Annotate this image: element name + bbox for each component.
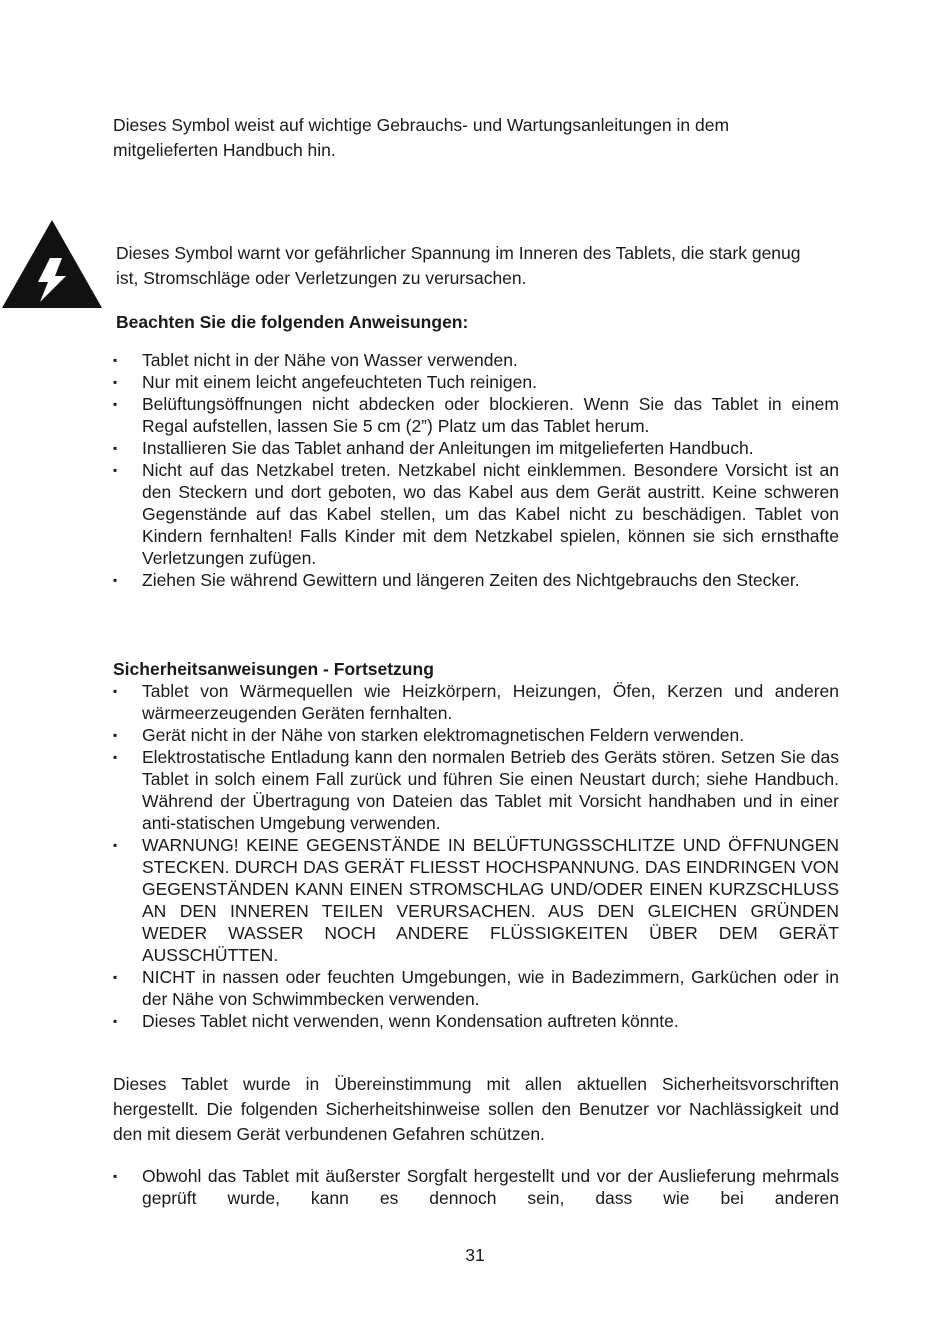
square-bullet-icon: ▪	[113, 375, 118, 389]
square-bullet-icon: ▪	[113, 750, 118, 764]
list-item: ▪ Nicht auf das Netzkabel treten. Netzkabel nicht einklemmen. Besondere Vorsicht ist an den Steckern und dort geboten, wo das Kabel aus dem Gerät austritt. Keine schweren Gegenstände auf das Kabel stellen, um das Kabel nicht zu beschädigen. Tablet von Kindern fernhalten! Falls Kinder mit dem Netzkabel spielen, können sie sich ernsthafte Verletzungen zufügen.	[113, 460, 839, 568]
square-bullet-icon: ▪	[113, 728, 118, 742]
safety-continued-heading: Sicherheitsanweisungen - Fortsetzung	[113, 659, 434, 679]
list-item: ▪ Elektrostatische Entladung kann den normalen Betrieb des Geräts stören. Setzen Sie das Tablet in solch einem Fall zurück und führen Sie einen Neustart durch; siehe Handbuch. Während der Übertragung von Dateien das Tablet mit Vorsicht handhaben und in einer anti-statischen Umgebung verwenden.	[113, 747, 839, 833]
square-bullet-icon: ▪	[113, 397, 118, 411]
safety-continued-list	[113, 680, 839, 1032]
square-bullet-icon: ▪	[113, 353, 118, 367]
instructions-heading: Beachten Sie die folgenden Anweisungen:	[116, 312, 469, 332]
instructions-list	[113, 349, 839, 591]
list-item: ▪ Tablet von Wärmequellen wie Heizkörpern, Heizungen, Öfen, Kerzen und anderen wärmeerzeugenden Geräten fernhalten.	[113, 681, 839, 723]
voltage-symbol-paragraph: Dieses Symbol warnt vor gefährlicher Spannung im Inneren des Tablets, die stark genug ist, Stromschläge oder Verletzungen zu verursachen.	[116, 243, 801, 288]
square-bullet-icon: ▪	[113, 1169, 118, 1183]
square-bullet-icon: ▪	[113, 1014, 118, 1028]
list-item: ▪ Belüftungsöffnungen nicht abdecken oder blockieren. Wenn Sie das Tablet in einem Regal aufstellen, lassen Sie 5 cm (2”) Platz um das Tablet herum.	[113, 394, 839, 436]
list-item: ▪ Nur mit einem leicht angefeuchteten Tuch reinigen.	[113, 372, 537, 392]
list-item: ▪ Dieses Tablet nicht verwenden, wenn Kondensation auftreten könnte.	[113, 1011, 679, 1031]
list-item: ▪ Tablet nicht in der Nähe von Wasser verwenden.	[113, 350, 518, 370]
square-bullet-icon: ▪	[113, 463, 118, 477]
square-bullet-icon: ▪	[113, 838, 118, 852]
manual-symbol-paragraph: Dieses Symbol weist auf wichtige Gebrauchs- und Wartungsanleitungen in dem mitgelieferten Handbuch hin.	[113, 115, 730, 160]
square-bullet-icon: ▪	[113, 573, 118, 587]
list-item: ▪ Gerät nicht in der Nähe von starken elektromagnetischen Feldern verwenden.	[113, 725, 745, 745]
lightning-bolt-triangle-icon	[0, 218, 104, 310]
square-bullet-icon: ▪	[113, 684, 118, 698]
page-number: 31	[465, 1245, 485, 1265]
square-bullet-icon: ▪	[113, 970, 118, 984]
closing-paragraph: Dieses Tablet wurde in Übereinstimmung mit allen aktuellen Sicherheitsvorschriften hergestellt. Die folgenden Sicherheitshinweise sollen den Benutzer vor Nachlässigkeit und den mit diesem Gerät verbundenen Gefahren schützen.	[113, 1074, 839, 1144]
list-item: ▪ Obwohl das Tablet mit äußerster Sorgfalt hergestellt und vor der Auslieferung mehrmals geprüft wurde, kann es dennoch sein, dass wie bei anderen	[113, 1166, 839, 1208]
list-item: ▪ WARNUNG! KEINE GEGENSTÄNDE IN BELÜFTUNGSSCHLITZE UND ÖFFNUNGEN STECKEN. DURCH DAS GERÄT FLIESST HOCHSPANNUNG. DAS EINDRINGEN VON GEGENSTÄNDEN KANN EINEN STROMSCHLAG UND/ODER EINEN KURZSCHLUSS AN DEN INNEREN TEILEN VERURSACHEN. AUS DEN GLEICHEN GRÜNDEN WEDER WASSER NOCH ANDERE FLÜSSIGKEITEN ÜBER DEM GERÄT AUSSCHÜTTEN.	[113, 835, 839, 965]
list-item: ▪ Installieren Sie das Tablet anhand der Anleitungen im mitgelieferten Handbuch.	[113, 438, 754, 458]
list-item: ▪ NICHT in nassen oder feuchten Umgebungen, wie in Badezimmern, Garküchen oder in der Nähe von Schwimmbecken verwenden.	[113, 967, 839, 1009]
list-item: ▪ Ziehen Sie während Gewittern und längeren Zeiten des Nichtgebrauchs den Stecker.	[113, 570, 800, 590]
square-bullet-icon: ▪	[113, 441, 118, 455]
closing-list	[113, 1165, 839, 1209]
